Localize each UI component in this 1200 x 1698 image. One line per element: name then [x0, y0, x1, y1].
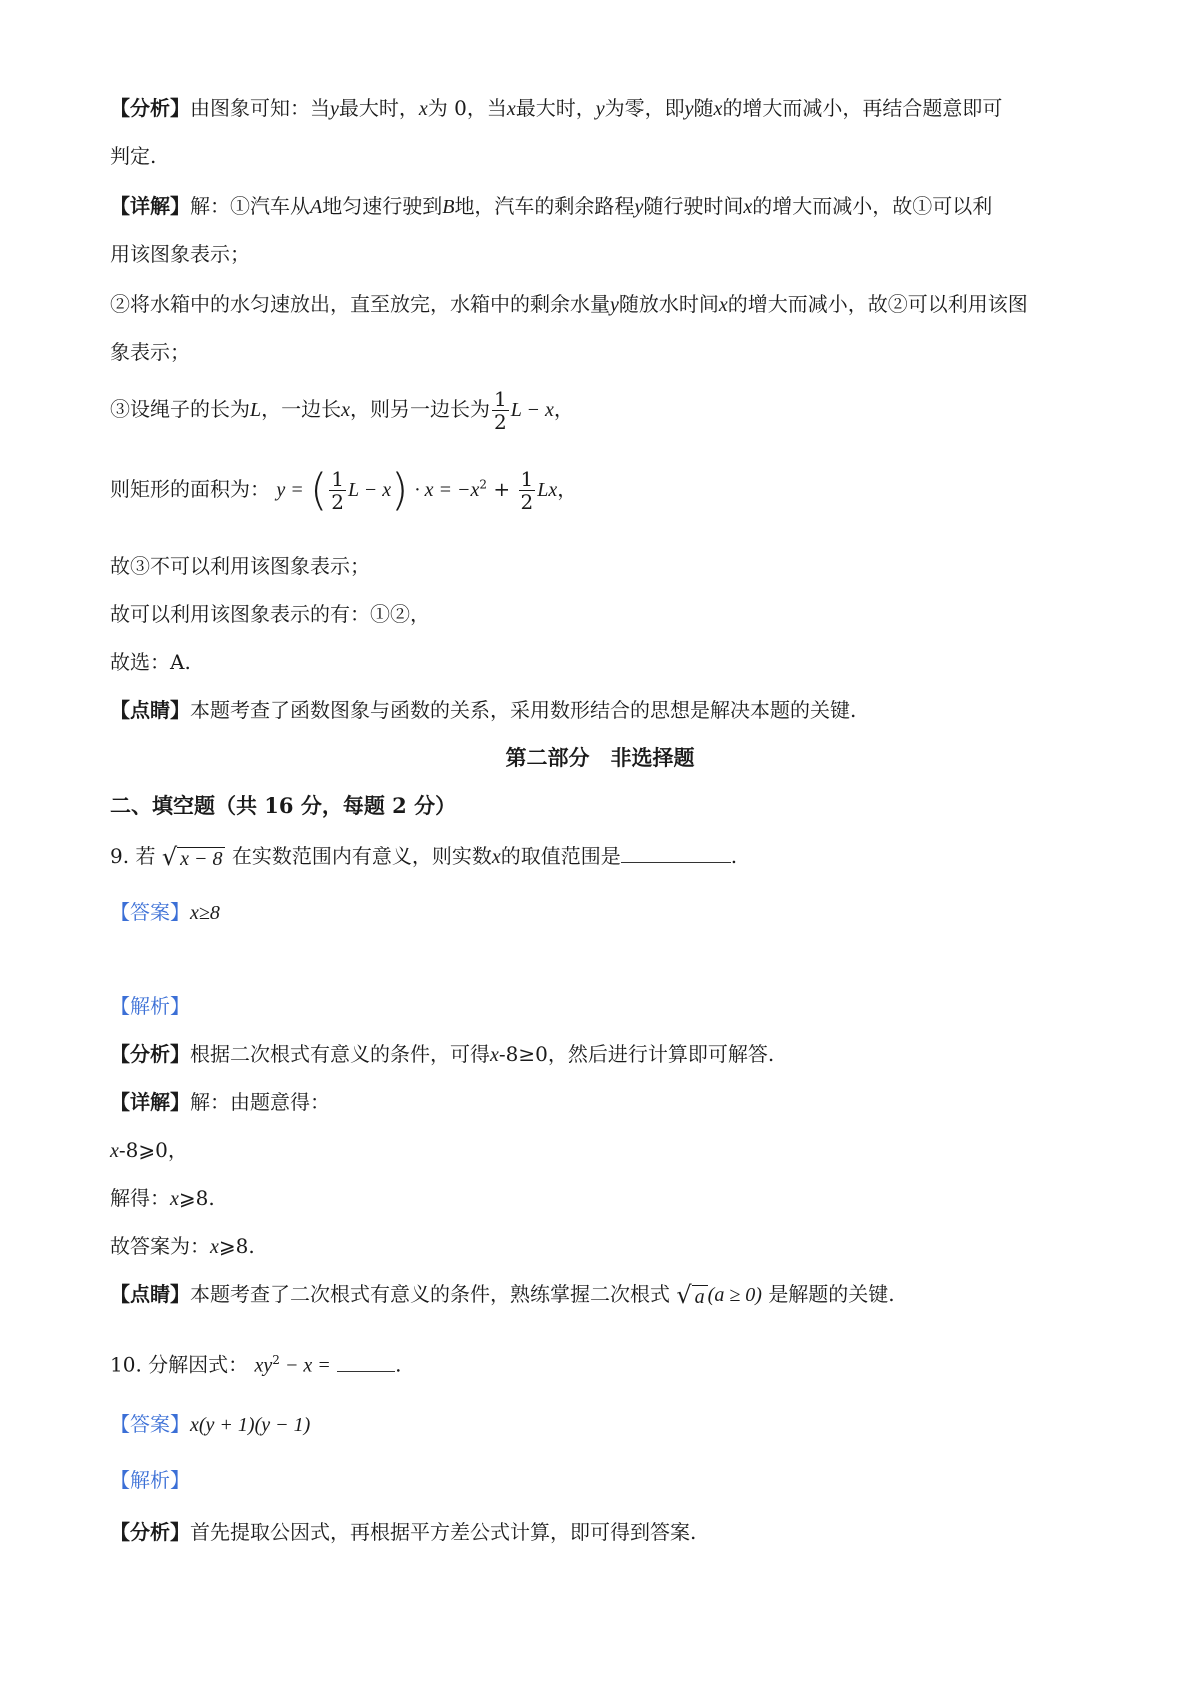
paragraph-2-cont: 象表示； [110, 340, 190, 364]
text: 的增大而减小，故②可以利用该图 [727, 292, 1028, 316]
sqrt-a [676, 1281, 707, 1311]
var: y [684, 98, 694, 120]
question-number: 10. 分解因式： [110, 1352, 249, 1377]
var: y [610, 294, 619, 316]
period: . [395, 1352, 402, 1377]
expression-rest: − x = [279, 1354, 331, 1377]
text: ， [557, 477, 578, 501]
left-paren: ( [310, 464, 328, 516]
text: -8≥0，然后进行计算即可解答. [498, 1042, 775, 1066]
q9-step-1 [110, 1136, 188, 1165]
text: 为 0，当 [427, 96, 507, 120]
sqrt-expression [162, 843, 226, 873]
inner-expression: L − x [348, 479, 392, 501]
label: 【分析】 [110, 1042, 190, 1066]
var: L [250, 399, 262, 421]
text: 在实数范围内有意义，则实数 [231, 844, 492, 868]
formula-end: Lx [537, 479, 558, 501]
var: x [341, 399, 351, 421]
text: ⩾8. [178, 1186, 215, 1210]
choice-line: 故选：A. [110, 650, 191, 674]
label: 【点睛】 [110, 1282, 190, 1306]
conclusion-summary: 故可以利用该图象表示的有：①②， [110, 602, 430, 626]
text: 本题考查了函数图象与函数的关系，采用数形结合的思想是解决本题的关键. [190, 698, 857, 722]
analysis-paragraph-1-cont: 判定. [110, 144, 157, 168]
text: 随放水时间 [618, 292, 719, 316]
fraction [492, 388, 509, 433]
label: 【详解】 [110, 194, 190, 218]
denominator: 2 [331, 490, 344, 514]
fraction-2 [519, 468, 536, 513]
exponent: 2 [479, 477, 488, 492]
text: 是解题的关键. [768, 1282, 895, 1306]
comment-paragraph [110, 696, 856, 724]
text: 地，汽车的剩余路程 [454, 194, 635, 218]
radicand: a [692, 1285, 708, 1308]
numerator: 1 [331, 467, 344, 491]
section-title: 第二部分 非选择题 [505, 745, 695, 770]
detail-paragraph [110, 192, 992, 221]
question-9 [110, 842, 737, 873]
text: 最大时， [338, 96, 419, 120]
subsection-title: 二、填空题（共 16 分，每题 2 分） [110, 793, 457, 818]
numerator: 1 [520, 467, 534, 491]
text: 根据二次根式有意义的条件，可得 [190, 1042, 490, 1066]
var: B [442, 196, 455, 218]
detail-paragraph-cont: 用该图象表示； [110, 242, 250, 266]
text: ②将水箱中的水匀速放出，直至放完，水箱中的剩余水量 [110, 292, 610, 316]
answer-blank [621, 842, 731, 863]
paragraph-3 [110, 388, 574, 433]
condition: (a ≥ 0) [707, 1284, 762, 1306]
var: y [330, 98, 339, 120]
expression: xy [254, 1354, 273, 1377]
formula-middle: · x = −x [414, 479, 480, 501]
denominator: 2 [520, 490, 534, 514]
text: 的取值范围是 [500, 844, 621, 868]
q9-jiexi-label: 【解析】 [110, 994, 190, 1018]
text: 由图象可知：当 [190, 96, 330, 120]
right-paren: ) [391, 464, 409, 516]
q9-step-2 [110, 1184, 215, 1213]
text: 最大时， [515, 96, 596, 120]
var: A [310, 196, 323, 218]
q10-answer [110, 1410, 310, 1439]
label: 【详解】 [110, 1090, 190, 1114]
text: ，一边长 [261, 397, 342, 421]
text: 为零，即 [604, 96, 685, 120]
q10-analysis [110, 1518, 696, 1546]
var: y [595, 98, 605, 120]
text: 解：①汽车从 [190, 194, 310, 218]
analysis-paragraph-1 [110, 94, 1002, 123]
var: x [110, 1140, 119, 1162]
radical-sign: √ [676, 1280, 692, 1309]
q9-answer [110, 898, 220, 927]
formula-lhs: y = [276, 479, 304, 501]
exponent: 2 [272, 1353, 280, 1367]
var: x [718, 294, 728, 316]
denominator: 2 [494, 410, 507, 434]
radical-sign: √ [161, 842, 178, 871]
var: x [490, 1044, 499, 1066]
q9-step-3 [110, 1232, 255, 1261]
text: ③设绳子的长为 [110, 397, 250, 421]
paragraph-2 [110, 290, 1028, 319]
plus-sign: + [493, 477, 511, 501]
answer-label: 【答案】 [110, 1412, 190, 1436]
var: x [743, 196, 753, 218]
answer-blank [337, 1351, 395, 1372]
var: y [634, 196, 644, 218]
radicand: x − 8 [177, 847, 225, 870]
text: 随行驶时间 [643, 194, 744, 218]
q9-detail [110, 1088, 330, 1116]
conclusion-3: 故③不可以利用该图象表示； [110, 554, 370, 578]
answer-value: x(y + 1)(y − 1) [190, 1414, 311, 1436]
text: 的增大而减小，再结合题意即可 [722, 96, 1003, 120]
text: 的增大而减小，故①可以利 [752, 194, 993, 218]
text: 本题考查了二次根式有意义的条件，熟练掌握二次根式 [190, 1282, 670, 1306]
expression: L − x [510, 399, 554, 421]
numerator: 1 [494, 387, 507, 411]
text: 首先提取公因式，再根据平方差公式计算，即可得到答案. [190, 1520, 697, 1544]
text: 随 [693, 96, 714, 120]
label: 【分析】 [110, 96, 190, 120]
var: x [713, 98, 723, 120]
question-10 [110, 1346, 402, 1380]
label: 【分析】 [110, 1520, 190, 1544]
period: . [730, 844, 738, 868]
var: x [210, 1236, 219, 1258]
q9-comment [110, 1280, 895, 1311]
var: x [418, 98, 428, 120]
answer-value: x≥8 [190, 902, 220, 924]
area-formula-line [110, 464, 578, 516]
text: 则矩形的面积为： [110, 477, 270, 501]
answer-label: 【答案】 [110, 900, 190, 924]
text: 解得： [110, 1186, 170, 1210]
text: 解：由题意得： [190, 1090, 330, 1114]
fraction [329, 468, 346, 513]
var: x [506, 98, 516, 120]
text: ，则另一边长为 [350, 397, 491, 421]
text: ， [553, 397, 574, 421]
var: x [170, 1188, 179, 1210]
text: ⩾8. [218, 1234, 255, 1258]
text: 故答案为： [110, 1234, 210, 1258]
text: -8⩾0， [118, 1138, 188, 1162]
question-number: 9. 若 [110, 844, 156, 868]
q10-jiexi-label: 【解析】 [110, 1468, 190, 1492]
label: 【点睛】 [110, 698, 190, 722]
text: 地匀速行驶到 [322, 194, 443, 218]
q9-analysis [110, 1040, 774, 1069]
var: x [491, 846, 501, 868]
